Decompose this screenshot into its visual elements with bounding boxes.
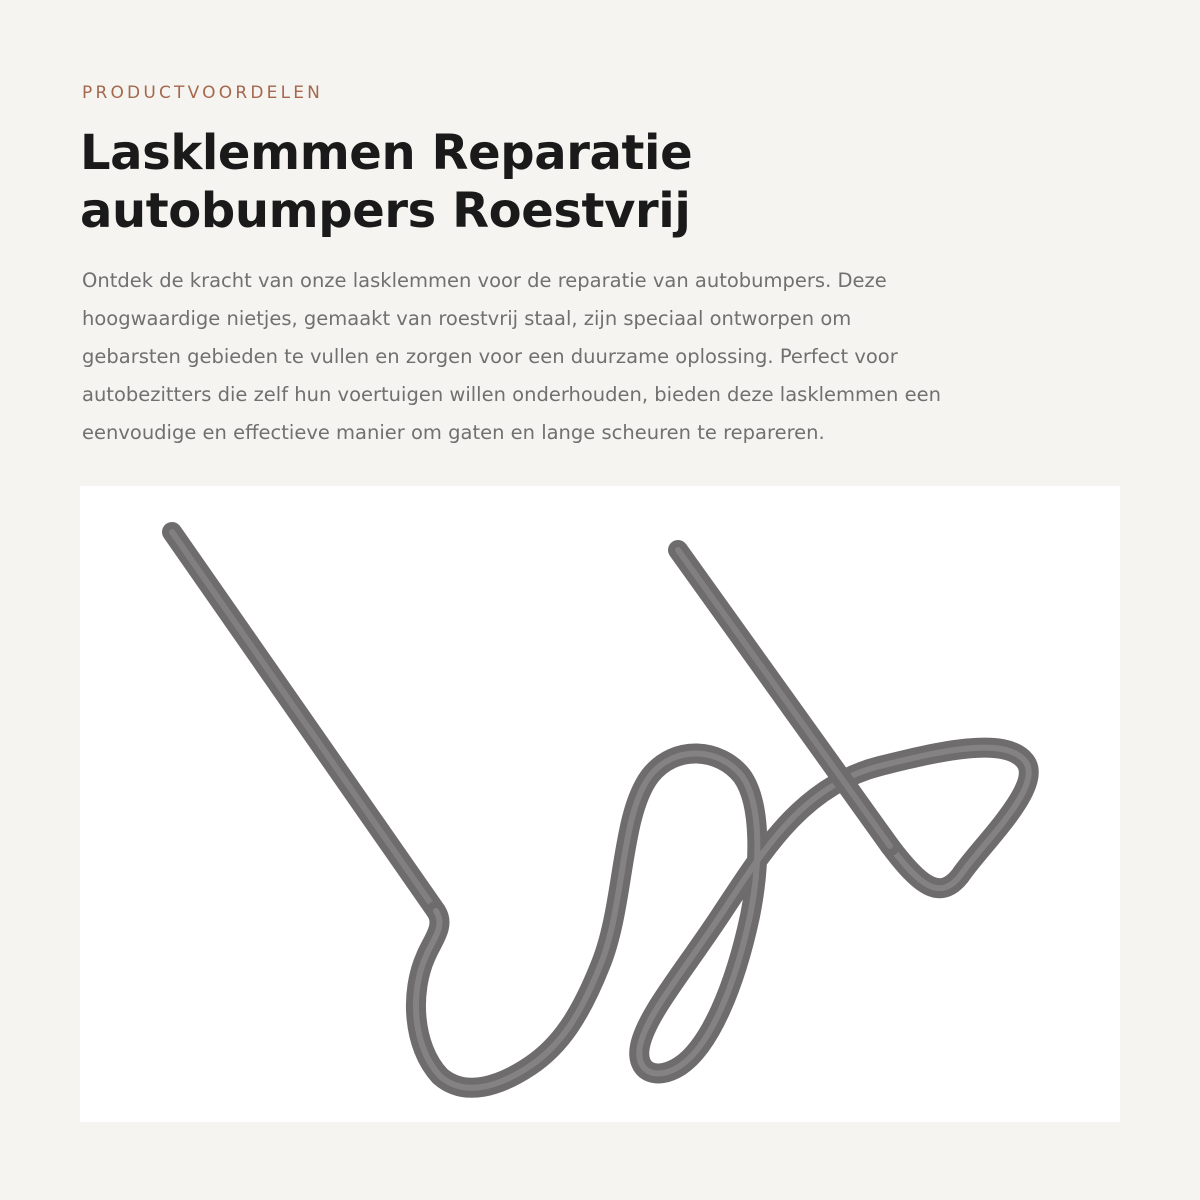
description-line: autobezitters die zelf hun voertuigen willen onderhouden, bieden deze lasklemmen een (82, 383, 941, 406)
description-line: Ontdek de kracht van onze lasklemmen voor de reparatie van autobumpers. Deze (82, 269, 887, 292)
product-image (80, 486, 1120, 1122)
product-title (80, 124, 1120, 240)
product-description (82, 262, 1092, 452)
product-title-line: autobumpers Roestvrij (80, 183, 691, 239)
description-line: gebarsten gebieden te vullen en zorgen voor een duurzame oplossing. Perfect voor (82, 345, 898, 368)
wave-staple-wire-icon (80, 486, 1120, 1122)
description-line: eenvoudige en effectieve manier om gaten en lange scheuren te repareren. (82, 421, 825, 444)
product-title-line: Lasklemmen Reparatie (80, 125, 693, 181)
description-line: hoogwaardige nietjes, gemaakt van roestvrij staal, zijn speciaal ontworpen om (82, 307, 852, 330)
section-eyebrow: PRODUCTVOORDELEN (82, 83, 324, 103)
